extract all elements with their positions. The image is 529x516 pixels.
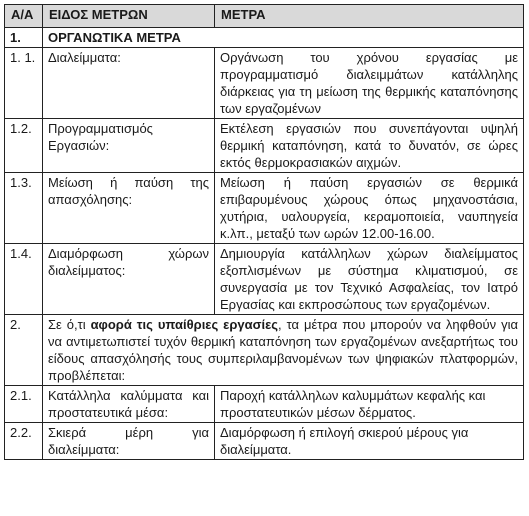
section-number: 1. <box>5 28 43 48</box>
header-number: Α/Α <box>5 5 43 28</box>
row-measure-type: Μείωση ή παύση της απασχόλησης: <box>43 173 215 244</box>
table-row <box>5 423 524 460</box>
row-number: 2.1. <box>5 386 43 423</box>
table-row <box>5 173 524 244</box>
row-number: 1.2. <box>5 119 43 173</box>
row-number: 1. 1. <box>5 48 43 119</box>
row-measure-type: Σκιερά μέρη για διαλείμματα: <box>43 423 215 460</box>
row-measure: Διαμόρφωση ή επιλογή σκιερού μέρους για διαλείμματα. <box>215 423 524 460</box>
measures-table <box>4 4 524 460</box>
row-measure-type: Διαλείμματα: <box>43 48 215 119</box>
header-measure-type: ΕΙΔΟΣ ΜΕΤΡΩΝ <box>43 5 215 28</box>
section-outdoor-text <box>43 315 524 386</box>
table-row <box>5 386 524 423</box>
section-number: 2. <box>5 315 43 386</box>
row-measure-type: Διαμόρφωση χώρων διαλείμματος: <box>43 244 215 315</box>
row-measure: Παροχή κατάλληλων καλυμμάτων κεφαλής και προστατευτικών μέσων δέρματος. <box>215 386 524 423</box>
section-text-after: , τα μέτρα που μπορούν να ληφθούν για να αντιμετωπιστεί τυχόν θερμική καταπόνηση των εργαζομένων ανεξαρτήτως του είδους απασχόλησής τους συμπεριλαμβανομένων των ψηφιακών πλατφορμών, προβλέπεται: <box>48 317 518 383</box>
section-title: ΟΡΓΑΝΩΤΙΚΑ ΜΕΤΡΑ <box>43 28 524 48</box>
row-measure: Μείωση ή παύση εργασιών σε θερμικά επιβαρυμένους χώρους όπως μηχανοστάσια, χυτήρια, υαλουργεία, κεραμοποιεία, ναυπηγεία κ.λπ., μεταξύ των ωρών 12.00-16.00. <box>215 173 524 244</box>
section-row-outdoor <box>5 315 524 386</box>
row-measure: Δημιουργία κατάλληλων χώρων διαλείμματος εξοπλισμένων με σύστημα κλιματισμού, σε συνεργασία με τον Τεχνικό Ασφαλείας, τον Ιατρό Εργασίας και εκπροσώπους των εργαζομένων. <box>215 244 524 315</box>
table-row <box>5 48 524 119</box>
section-text-before: Σε ό,τι <box>48 317 91 332</box>
section-row-organizational <box>5 28 524 48</box>
row-number: 1.4. <box>5 244 43 315</box>
section-text-bold: αφορά τις υπαίθριες εργασίες <box>90 317 279 332</box>
row-measure-type: Κατάλληλα καλύμματα και προστατευτικά μέσα: <box>43 386 215 423</box>
row-number: 1.3. <box>5 173 43 244</box>
table-row <box>5 244 524 315</box>
row-measure-type: Προγραμματισμός Εργασιών: <box>43 119 215 173</box>
row-measure: Οργάνωση του χρόνου εργασίας με προγραμματισμό διαλειμμάτων κατάλληλης διάρκειας για τη μείωση της θερμικής καταπόνησης των εργαζομένων <box>215 48 524 119</box>
table-row <box>5 119 524 173</box>
header-measures: ΜΕΤΡΑ <box>215 5 524 28</box>
row-measure: Εκτέλεση εργασιών που συνεπάγονται υψηλή θερμική καταπόνηση, κατά το δυνατόν, σε ώρες εκτός θερμοκρασιακών αιχμών. <box>215 119 524 173</box>
table-header-row <box>5 5 524 28</box>
row-number: 2.2. <box>5 423 43 460</box>
